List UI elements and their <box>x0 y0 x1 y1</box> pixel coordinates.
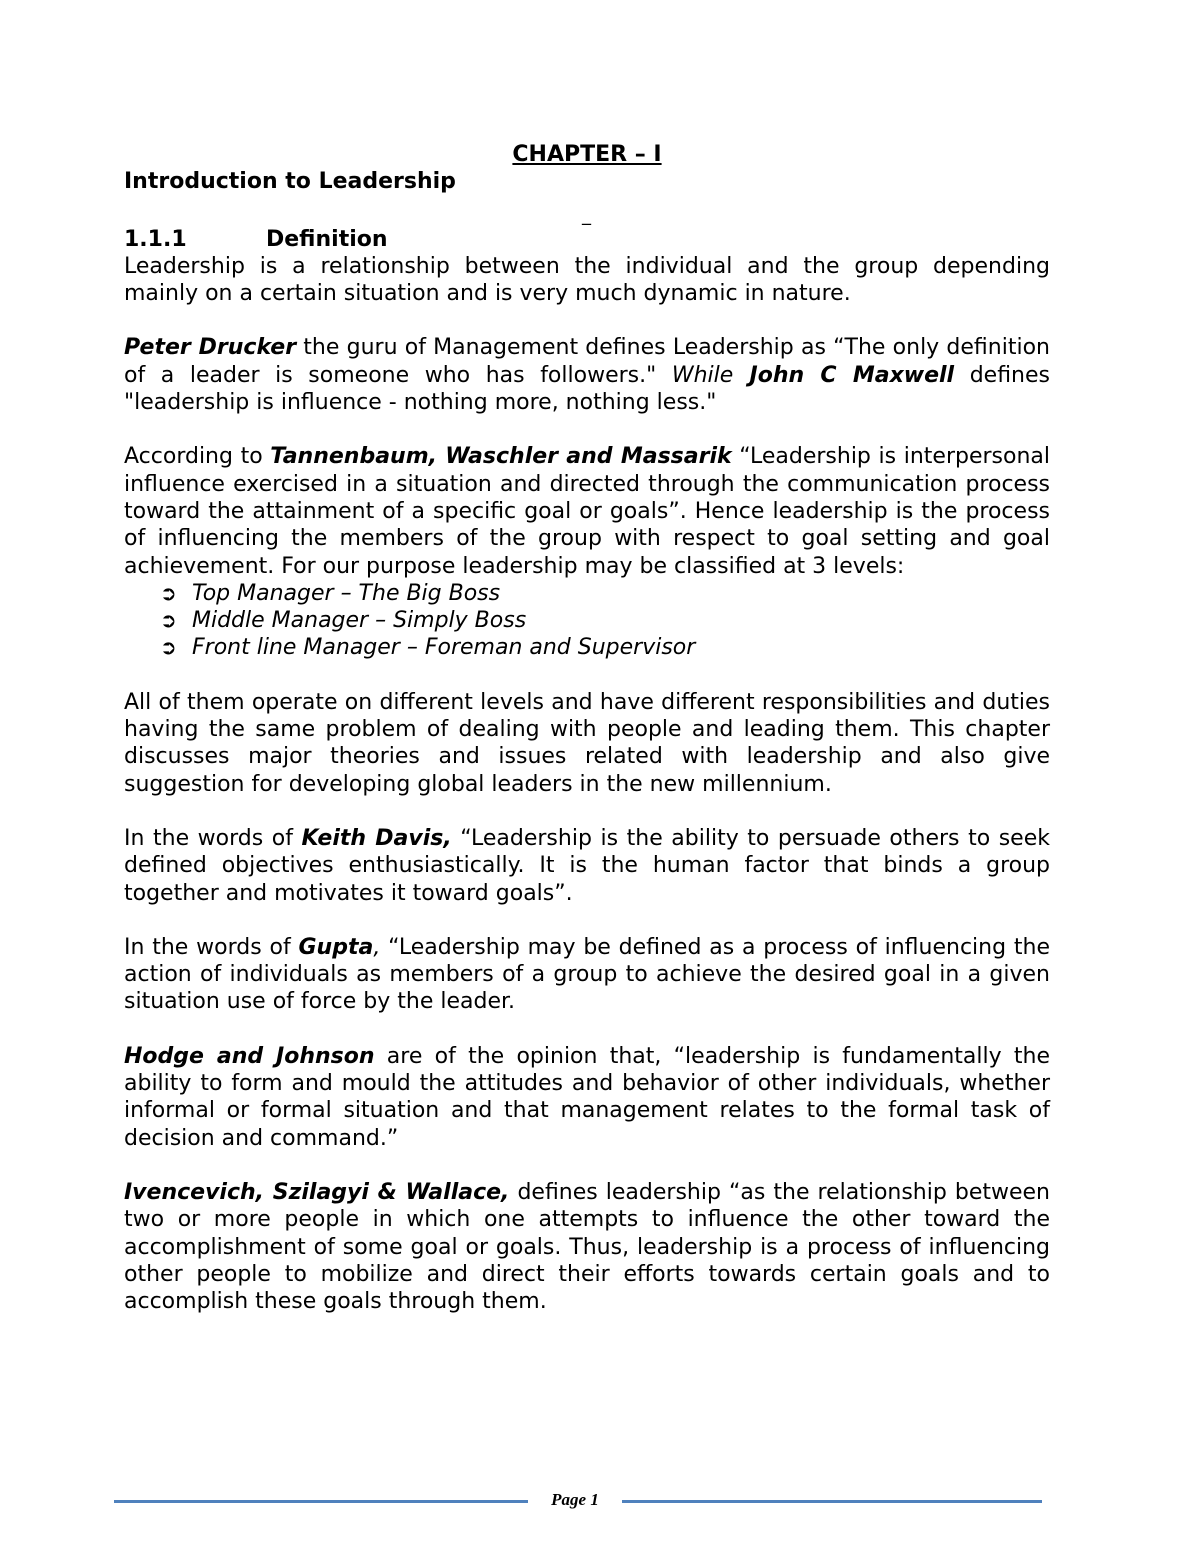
author-name: Tannenbaum, Waschler and Massarik <box>270 444 732 470</box>
section-title: Definition <box>266 226 388 252</box>
paragraph-ivencevich <box>124 1179 1050 1315</box>
chapter-heading: CHAPTER – I <box>512 142 662 167</box>
paragraph-tannenbaum <box>124 443 1050 579</box>
stray-mark: _ <box>582 205 591 226</box>
list-item <box>160 607 1050 634</box>
footer-rule-left <box>114 1500 528 1503</box>
arrow-bullet-icon: ➲ <box>160 580 177 605</box>
author-name: Hodge and Johnson <box>124 1043 375 1069</box>
paragraph-levels: All of them operate on different levels and have different responsibilities and duties having the same problem of dealing with people and leading them. This chapter discusses major theories and issues related with leadership and also give suggestion for developing global leaders in the new millennium. <box>124 689 1050 797</box>
list-item-label: Middle Manager – Simply Boss <box>192 608 527 634</box>
levels-list <box>124 580 1050 662</box>
author-name: Peter Drucker <box>124 335 297 361</box>
paragraph-text: In the words of <box>124 934 299 960</box>
paragraph-text: are of the opinion that, “leadership is fundamentally the ability to form and mould the attitudes and behavior of other individuals, whether informal or formal situation and that management relates to the formal task of decision and command.” <box>124 1043 1050 1151</box>
paragraph-text: “Leadership is interpersonal influence exercised in a situation and directed through the communication process toward the attainment of a specific goal or goals”. Hence leadership is the process of influencing the members of the group with respect to goal setting and goal achievement. For our purpose leadership may be classified at 3 levels: <box>124 444 1050 579</box>
page-number: Page 1 <box>551 1490 599 1509</box>
list-item-label: Top Manager – The Big Boss <box>192 580 501 606</box>
paragraph-text: “Leadership is the ability to persuade others to seek defined objectives enthusiastically. It is the human factor that binds a group together and motivates it toward goals”. <box>124 825 1050 906</box>
page-footer <box>114 1486 1042 1516</box>
paragraph-text: , <box>373 934 381 960</box>
author-name: Ivencevich, Szilagyi & Wallace, <box>124 1179 510 1205</box>
list-item <box>160 634 1050 661</box>
intro-heading: Introduction to Leadership <box>124 169 456 195</box>
author-name: Keith Davis, <box>301 825 452 851</box>
paragraph-text: While <box>671 362 734 388</box>
paragraph-hodge-johnson <box>124 1043 1050 1152</box>
paragraph-text: “Leadership may be defined as a process of influencing the action of individuals as members of a group to achieve the desired goal in a given situation use of force by the leader. <box>124 934 1050 1015</box>
paragraph-text: In the words of <box>124 825 302 851</box>
paragraph-gupta <box>124 934 1050 1016</box>
paragraph-text: the guru of Management defines Leadership as “The only definition of a leader is someone who has followers." <box>124 335 1050 388</box>
author-name: Gupta <box>298 934 374 960</box>
paragraph-drucker <box>124 334 1050 416</box>
section-heading <box>124 226 1050 253</box>
list-item <box>160 580 1050 607</box>
paragraph-text: According to <box>124 444 271 470</box>
paragraph-text: defines "leadership is influence - nothing more, nothing less." <box>124 362 1050 416</box>
paragraph-text: defines leadership “as the relationship between two or more people in which one attempts to influence the other toward the accomplishment of some goal or goals. Thus, leadership is a process of influencing other people to mobilize and direct their efforts towards certain goals and to accomplish these goals through them. <box>124 1179 1051 1315</box>
paragraph-keith-davis <box>124 825 1050 907</box>
author-name: John C Maxwell <box>733 362 955 388</box>
arrow-bullet-icon: ➲ <box>160 635 177 660</box>
paragraph-definition: Leadership is a relationship between the individual and the group depending mainly on a certain situation and is very much dynamic in nature. <box>124 253 1050 307</box>
list-item-label: Front line Manager – Foreman and Supervisor <box>192 635 696 661</box>
section-number: 1.1.1 <box>124 226 187 252</box>
footer-rule-right <box>622 1500 1042 1503</box>
arrow-bullet-icon: ➲ <box>160 608 177 633</box>
page-content <box>124 141 1050 1315</box>
